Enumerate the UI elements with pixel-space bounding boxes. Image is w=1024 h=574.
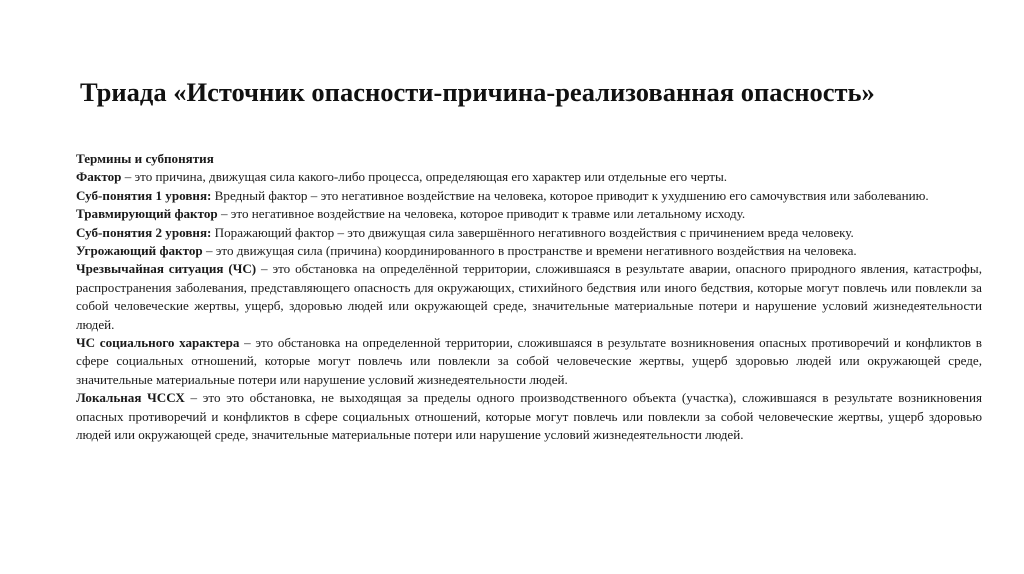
definition-paragraph bbox=[76, 224, 982, 242]
definition-term: Фактор bbox=[76, 169, 122, 185]
definition-term: Угрожающий фактор bbox=[76, 243, 203, 259]
definition-term: ЧС социального характера bbox=[76, 335, 240, 351]
definition-text: – это движущая сила (причина) координированного в пространстве и времени негативного воздействия на человека. bbox=[202, 243, 857, 259]
definition-term: Чрезвычайная ситуация (ЧС) bbox=[76, 261, 257, 277]
definition-paragraph bbox=[76, 168, 982, 186]
definition-paragraph bbox=[76, 242, 982, 260]
definition-text: Вредный фактор – это негативное воздействие на человека, которое приводит к ухудшению его самочувствия или заболеванию. bbox=[211, 187, 929, 203]
slide-title: Триада «Источник опасности-причина-реализованная опасность» bbox=[80, 77, 875, 107]
definition-term: Локальная ЧССХ bbox=[76, 390, 185, 406]
slide-body bbox=[76, 150, 982, 445]
definition-term: Суб-понятия 1 уровня: bbox=[76, 187, 212, 203]
definition-text: – это это обстановка, не выходящая за пределы одного производственного объекта (участка), сложившаяся в результате возникновения опасных противоречий и конфликтов в сфере социальных отношений, которые могут повлечь или повлекли за собой человеческие жертвы, ущерб здоровью людей или окружающей среде, значительные материальные потери или нарушение условий жизнедеятельности людей. bbox=[76, 390, 982, 443]
definition-paragraph bbox=[76, 334, 982, 389]
definition-text: Поражающий фактор – это движущая сила завершённого негативного воздействия с причинением вреда человеку. bbox=[211, 224, 854, 240]
definition-text: – это негативное воздействие на человека, которое приводит к травме или летальному исходу. bbox=[217, 206, 746, 222]
definition-text: – это обстановка на определённой территории, сложившаяся в результате аварии, опасного природного явления, катастрофы, распространения заболевания, представляющего опасность для окружающих, стихийного бедствия или иного бедствия, которые могут повлечь или повлекли за собой человеческие жертвы, ущерб, здоровью людей или окружающей среде, значительные материальные потери и нарушение условий жизнедеятельности людей. bbox=[76, 261, 982, 332]
definition-text: – это причина, движущая сила какого-либо процесса, определяющая его характер или отдельные его черты. bbox=[121, 169, 728, 185]
section-heading: Термины и субпонятия bbox=[76, 151, 214, 166]
definition-paragraph bbox=[76, 260, 982, 334]
definition-term: Суб-понятия 2 уровня: bbox=[76, 224, 212, 240]
definition-paragraph bbox=[76, 389, 982, 444]
definition-text: – это обстановка на определенной территории, сложившаяся в результате возникновения опасных противоречий и конфликтов в сфере социальных отношений, которые могут повлечь или повлекли за собой человеческие жертвы, ущерб здоровью людей или окружающей среде, значительные материальные потери или нарушение условий жизнедеятельности людей. bbox=[76, 335, 982, 387]
definition-paragraph bbox=[76, 205, 982, 223]
definition-term: Травмирующий фактор bbox=[76, 206, 218, 222]
definition-paragraph bbox=[76, 187, 982, 205]
